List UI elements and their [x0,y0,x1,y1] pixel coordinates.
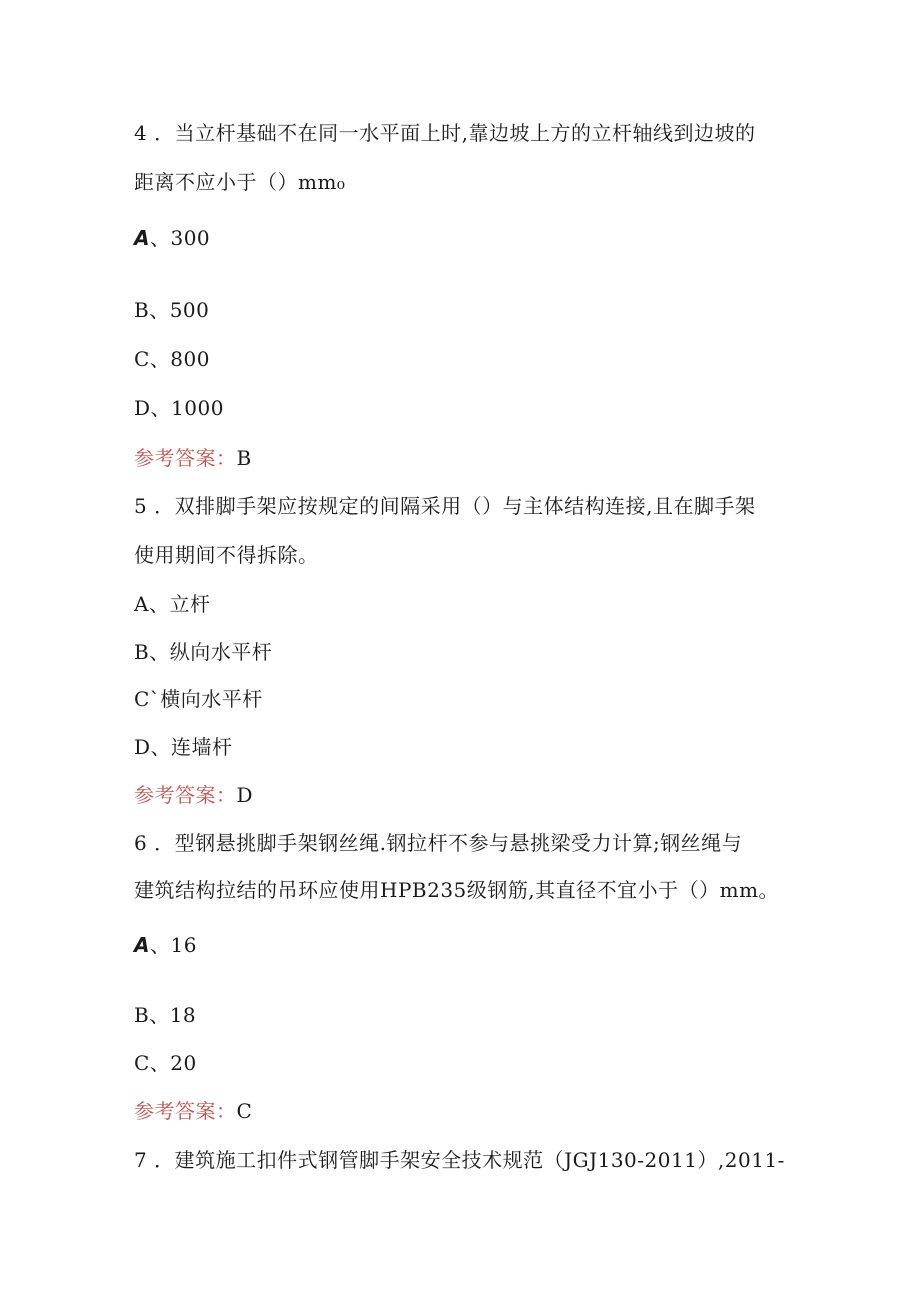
question-5-option-d: D、连墙杆 [134,735,233,759]
question-4-option-b: B、500 [134,298,210,322]
question-6-answer [134,1099,252,1123]
question-5-text-line-1: 5 ．双排脚手架应按规定的间隔采用（）与主体结构连接,且在脚手架 [134,494,756,518]
question-6-option-b: B、18 [134,1003,197,1027]
option-a-text: 、300 [149,226,211,250]
question-4-option-c: C、800 [134,347,210,371]
option-a-letter: A [134,933,150,957]
question-5-option-c: C`横向水平杆 [134,687,263,711]
answer-label: 参考答案： [134,783,237,807]
question-6-option-a [134,933,197,957]
question-4-answer [134,446,252,470]
answer-value: B [236,446,252,470]
option-a-text: 、16 [149,933,197,957]
answer-value: C [236,1099,253,1123]
question-5-text-line-2: 使用期间不得拆除。 [134,543,319,567]
question-4-option-a [134,226,210,250]
question-6-text-line-1: 6 ．型钢悬挑脚手架钢丝绳.钢拉杆不参与悬挑梁受力计算;钢丝绳与 [134,831,743,855]
option-a-letter: A [134,226,150,250]
answer-label: 参考答案： [134,1099,237,1123]
question-5-option-b: B、纵向水平杆 [134,640,273,664]
question-4-text-line-2: 距离不应小于（）mm₀ [134,170,346,194]
question-4-option-d: D、1000 [134,396,224,420]
question-5-option-a: A、立杆 [134,592,211,616]
question-7-text-line-1: 7 ．建筑施工扣件式钢管脚手架安全技术规范（JGJ130-2011）,2011- [134,1148,785,1172]
answer-label: 参考答案： [134,446,237,470]
question-5-answer [134,783,253,807]
question-6-text-line-2: 建筑结构拉结的吊环应使用HPB235级钢筋,其直径不宜小于（）mm。 [134,878,780,902]
answer-value: D [236,783,254,807]
question-4-text-line-1: 4 ．当立杆基础不在同一水平面上时,靠边坡上方的立杆轴线到边坡的 [134,121,756,145]
question-6-option-c: C、20 [134,1051,197,1075]
